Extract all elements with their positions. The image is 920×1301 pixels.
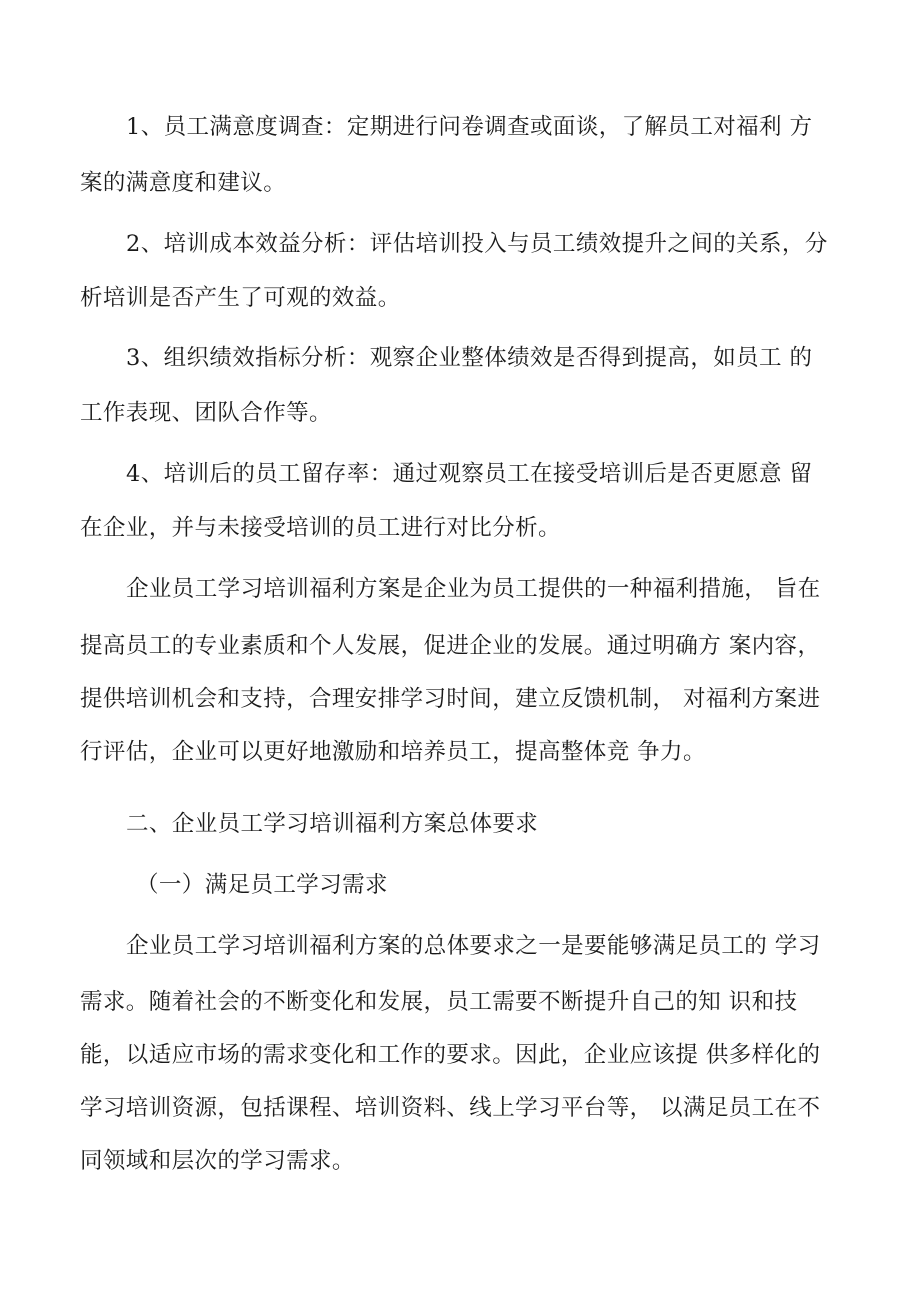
text-line: 案的满意度和建议。	[80, 170, 287, 196]
section-title: 二、企业员工学习培训福利方案总体要求	[126, 811, 539, 837]
subsection-title: （一）满足员工学习需求	[136, 872, 388, 898]
text-line: 1、员工满意度调查：定期进行问卷调查或面谈，了解员工对福利 方	[126, 114, 813, 140]
text-line: 在企业，并与未接受培训的员工进行对比分析。	[80, 515, 561, 541]
text-line: 提供培训机会和支持，合理安排学习时间，建立反馈机制， 对福利方案进	[80, 686, 821, 712]
text-line: 2、培训成本效益分析：评估培训投入与员工绩效提升之间的关系，分	[126, 231, 828, 257]
text-line: 3、组织绩效指标分析：观察企业整体绩效是否得到提高，如员工 的	[126, 345, 813, 371]
text-line: 工作表现、团队合作等。	[80, 400, 332, 426]
text-line: 行评估，企业可以更好地激励和培养员工，提高整体竞 争力。	[80, 739, 706, 765]
text-line: 企业员工学习培训福利方案的总体要求之一是要能够满足员工的 学习	[126, 933, 821, 959]
text-line: 同领域和层次的学习需求。	[80, 1148, 355, 1174]
text-line: 提高员工的专业素质和个人发展，促进企业的发展。通过明确方 案内容，	[80, 633, 821, 659]
text-line: 析培训是否产生了可观的效益。	[80, 285, 401, 311]
text-line: 4、培训后的员工留存率：通过观察员工在接受培训后是否更愿意 留	[126, 461, 813, 487]
text-line: 能，以适应市场的需求变化和工作的要求。因此，企业应该提 供多样化的	[80, 1042, 821, 1068]
text-line: 需求。随着社会的不断变化和发展，员工需要不断提升自己的知 识和技	[80, 989, 798, 1015]
text-line: 学习培训资源，包括课程、培训资料、线上学习平台等， 以满足员工在不	[80, 1095, 821, 1121]
text-line: 企业员工学习培训福利方案是企业为员工提供的一种福利措施， 旨在	[126, 576, 821, 602]
